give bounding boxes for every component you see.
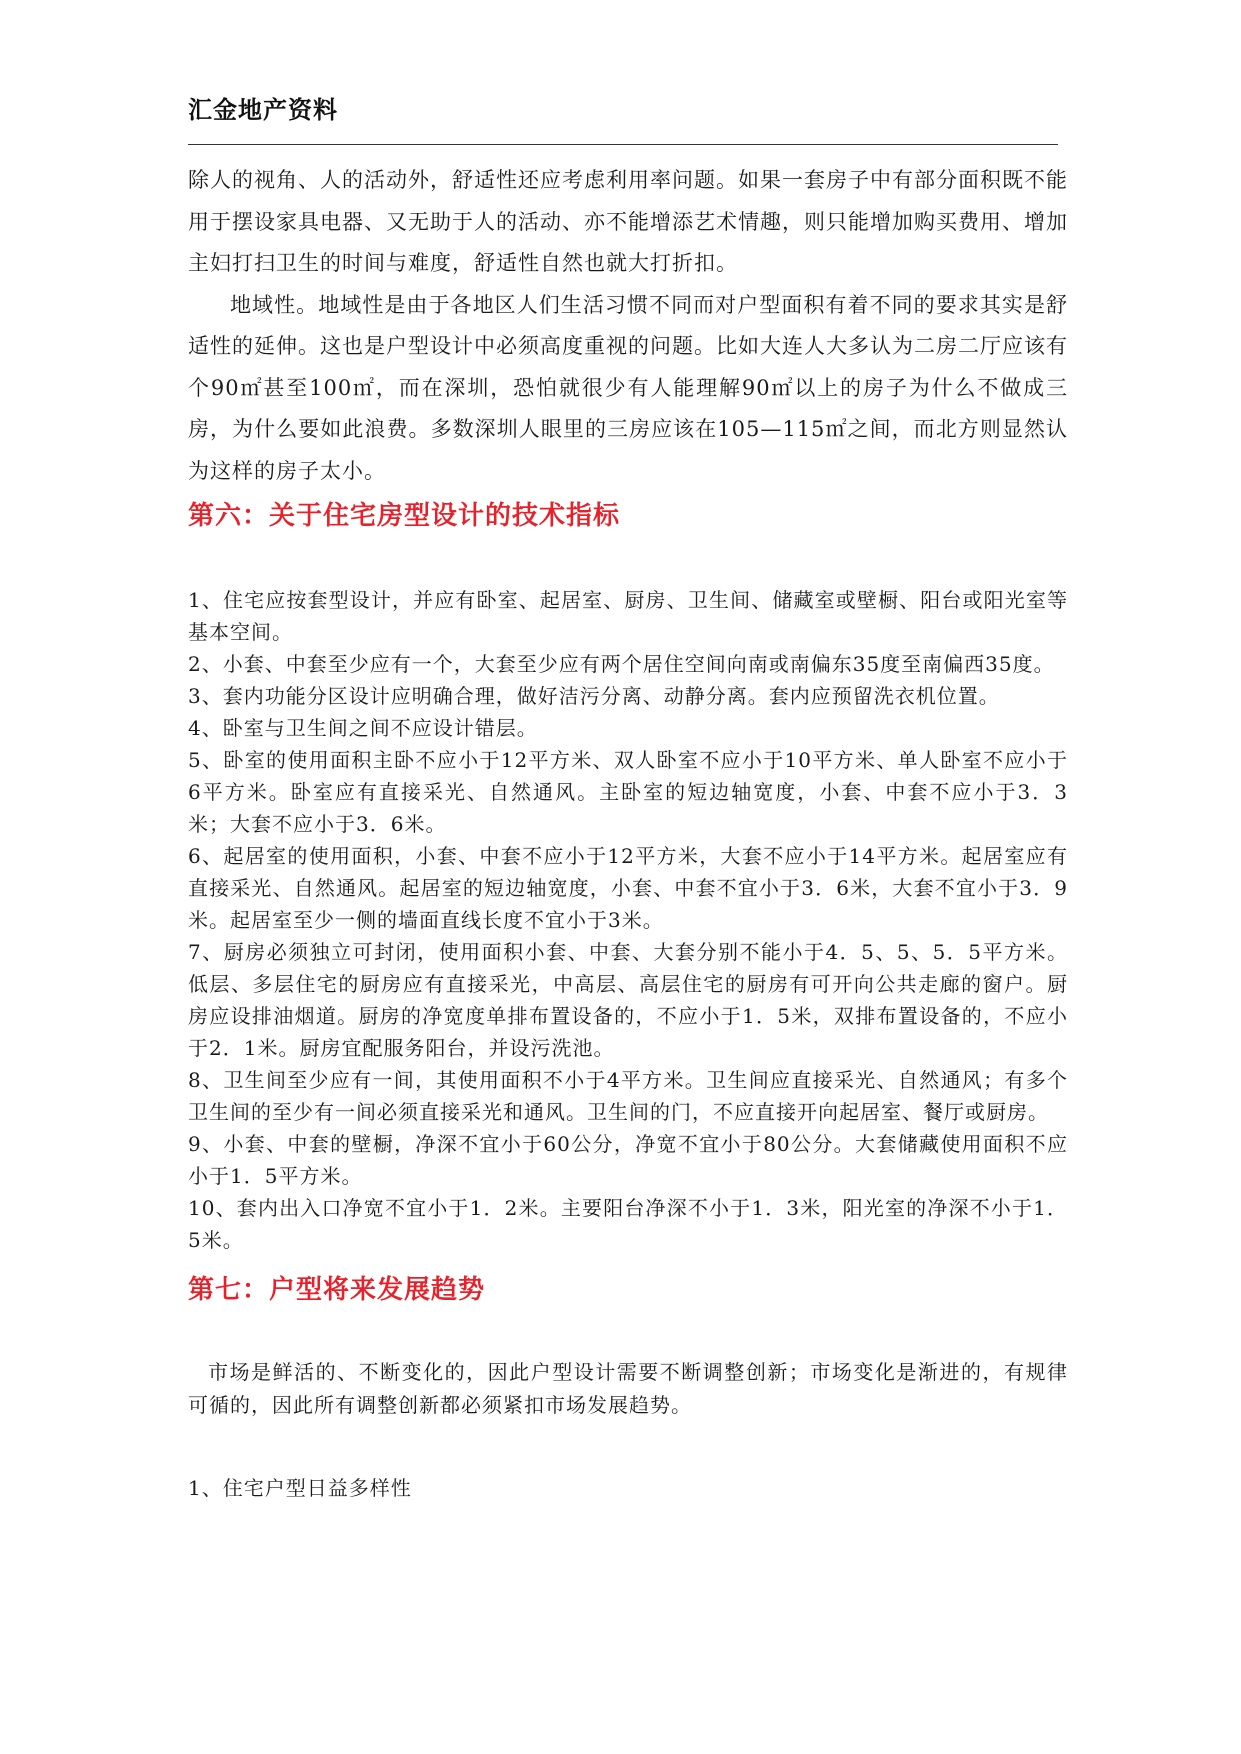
section-heading-future-trends: 第七：户型将来发展趋势	[188, 1275, 486, 1305]
document-header-title: 汇金地产资料	[188, 96, 338, 124]
list-item: 1、住宅应按套型设计，并应有卧室、起居室、厨房、卫生间、储藏室或壁橱、阳台或阳光室等基本空间。	[188, 588, 1068, 644]
list-item: 6、起居室的使用面积，小套、中套不应小于12平方米，大套不应小于14平方米。起居室应有直接采光、自然通风。起居室的短边轴宽度，小套、中套不宜小于3．6米，大套不宜小于3．9米。起居室至少一侧的墙面直线长度不宜小于3米。	[188, 844, 1068, 932]
intro-paragraph-regionality: 地域性。地域性是由于各地区人们生活习惯不同而对户型面积有着不同的要求其实是舒适性的延伸。这也是户型设计中必须高度重视的问题。比如大连人大多认为二房二厅应该有个90㎡甚至100㎡，而在深圳，恐怕就很少有人能理解90㎡以上的房子为什么不做成三房，为什么要如此浪费。多数深圳人眼里的三房应该在105—115㎡之间，而北方则显然认为这样的房子太小。	[188, 292, 1068, 483]
trend-subitem-diversity: 1、住宅户型日益多样性	[188, 1476, 412, 1500]
document-body	[188, 160, 1068, 1505]
list-item: 10、套内出入口净宽不宜小于1．2米。主要阳台净深不小于1．3米，阳光室的净深不小于1．5米。	[188, 1196, 1068, 1252]
list-item: 8、卫生间至少应有一间，其使用面积不小于4平方米。卫生间应直接采光、自然通风；有多个卫生间的至少有一间必须直接采光和通风。卫生间的门，不应直接开向起居室、餐厅或厨房。	[188, 1068, 1068, 1124]
technical-indicators-list	[188, 584, 1068, 1256]
list-item: 7、厨房必须独立可封闭，使用面积小套、中套、大套分别不能小于4．5、5、5．5平方米。低层、多层住宅的厨房应有直接采光，中高层、高层住宅的厨房有可开向公共走廊的窗户。厨房应设排油烟道。厨房的净宽度单排布置设备的，不应小于1．5米，双排布置设备的，不应小于2．1米。厨房宜配服务阳台，并设污洗池。	[188, 940, 1068, 1060]
list-item: 4、卧室与卫生间之间不应设计错层。	[188, 716, 538, 740]
market-trends-paragraph: 市场是鲜活的、不断变化的，因此户型设计需要不断调整创新；市场变化是渐进的，有规律可循的，因此所有调整创新都必须紧扣市场发展趋势。	[188, 1360, 1068, 1417]
section-heading-technical-indicators: 第六：关于住宅房型设计的技术指标	[188, 501, 621, 531]
list-item: 2、小套、中套至少应有一个，大套至少应有两个居住空间向南或南偏东35度至南偏西35度。	[188, 652, 1055, 676]
list-item: 9、小套、中套的壁橱，净深不宜小于60公分，净宽不宜小于80公分。大套储藏使用面积不应小于1．5平方米。	[188, 1132, 1068, 1188]
list-item: 5、卧室的使用面积主卧不应小于12平方米、双人卧室不应小于10平方米、单人卧室不应小于6平方米。卧室应有直接采光、自然通风。主卧室的短边轴宽度，小套、中套不应小于3．3米；大套不应小于3．6米。	[188, 748, 1068, 836]
intro-paragraph-usage: 除人的视角、人的活动外，舒适性还应考虑利用率问题。如果一套房子中有部分面积既不能用于摆设家具电器、又无助于人的活动、亦不能增添艺术情趣，则只能增加购买费用、增加主妇打扫卫生的时间与难度，舒适性自然也就大打折扣。	[188, 168, 1068, 275]
list-item: 3、套内功能分区设计应明确合理，做好洁污分离、动静分离。套内应预留洗衣机位置。	[188, 684, 1000, 708]
header-divider	[188, 144, 1058, 145]
